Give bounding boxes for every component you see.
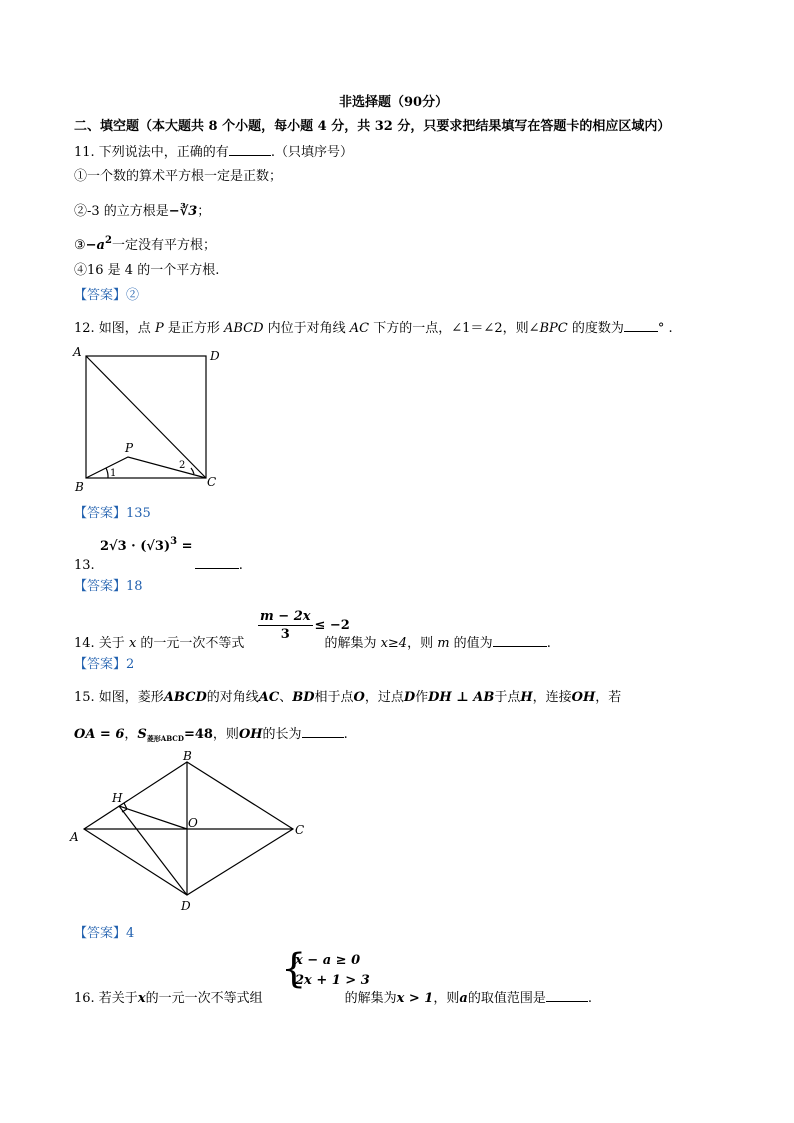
section-heading: 二、填空题（本大题共 8 个小题，每小题 4 分，共 32 分，只要求把结果填写在答题卡的相应区域内） — [74, 119, 671, 134]
q15-label-c: C — [295, 823, 305, 837]
q15-label-h: H — [112, 791, 123, 805]
q15-segment-oh — [119, 806, 187, 829]
q12-diagonal-ac — [86, 356, 206, 478]
q11-answer-blank[interactable] — [229, 141, 271, 156]
q15-answer: 【答案】4 — [74, 926, 135, 941]
q12-label-angle-1: 1 — [110, 468, 117, 479]
q16-system: { x − a ≥ 0 2x + 1 > 3 — [281, 946, 370, 992]
q11-option-2: ②-3 的立方根是−∛3； — [74, 204, 211, 219]
q13-answer: 【答案】18 — [74, 579, 143, 594]
q15-label-b: B — [183, 749, 192, 763]
q11-option-3: $③-a^2$一定没有平方根； — [74, 235, 216, 253]
q13-stem: 13. . — [74, 554, 243, 575]
q14-answer: 【答案】2 — [74, 657, 135, 672]
q12-label-a: A — [73, 345, 82, 359]
q11-option-4: ④16 是 4 的一个平方根. — [74, 263, 220, 278]
q13-answer-blank[interactable] — [195, 554, 239, 569]
q16-answer-blank[interactable] — [546, 987, 588, 1002]
q12-angle-2-arc — [191, 468, 194, 474]
q15-label-d: D — [181, 899, 191, 913]
q15-answer-blank[interactable] — [302, 723, 344, 738]
q12-label-c: C — [207, 475, 217, 489]
q14-fraction: $\frac{m - 2x}{3}$ ≤ −2 — [260, 609, 350, 642]
q14-answer-blank[interactable] — [493, 632, 547, 647]
q15-label-o: O — [188, 816, 198, 830]
q12-label-angle-2: 2 — [179, 460, 186, 471]
q11-answer: 【答案】② — [74, 288, 140, 303]
q13-expression: $2√3 \cdot (√3)^3$ = — [100, 536, 193, 554]
q16-stem: 16. 若关于x的一元一次不等式组 的解集为x > 1，则a的取值范围是 . — [74, 987, 592, 1008]
q12-label-d: D — [210, 349, 220, 363]
q12-label-p: P — [125, 441, 134, 455]
q14-stem: 14. 关于 x 的一元一次不等式 的解集为 x≥4，则 m 的值为 . — [74, 632, 551, 653]
q11-stem: 11. 下列说法中，正确的有 .（只填序号） — [74, 141, 353, 162]
q12-label-b: B — [75, 480, 84, 494]
q15-rhombus-figure — [66, 748, 326, 918]
q15-label-a: A — [70, 830, 79, 844]
q11-option-1: ①一个数的算术平方根一定是正数； — [74, 169, 283, 184]
q15-stem-line-2: OA = 6，$S_{菱形ABCD}=48$，则OH的长为 . — [74, 723, 348, 745]
q12-answer-blank[interactable] — [624, 317, 658, 332]
q12-angle-1-arc — [106, 468, 108, 478]
section-title: 非选择题（90分） — [339, 95, 449, 110]
q15-stem-line-1: 15. 如图，菱形ABCD的对角线AC、BD相于点O，过点D作DH ⊥ AB于点H，连接OH，若 — [74, 690, 622, 705]
q12-answer: 【答案】135 — [74, 506, 151, 521]
q12-stem: 12. 如图，点 P 是正方形 ABCD 内位于对角线 AC 下方的一点，∠1＝∠2，则∠BPC 的度数为 ° . — [74, 317, 673, 338]
q12-square-figure — [70, 340, 230, 500]
q15-segment-dh — [119, 806, 187, 895]
